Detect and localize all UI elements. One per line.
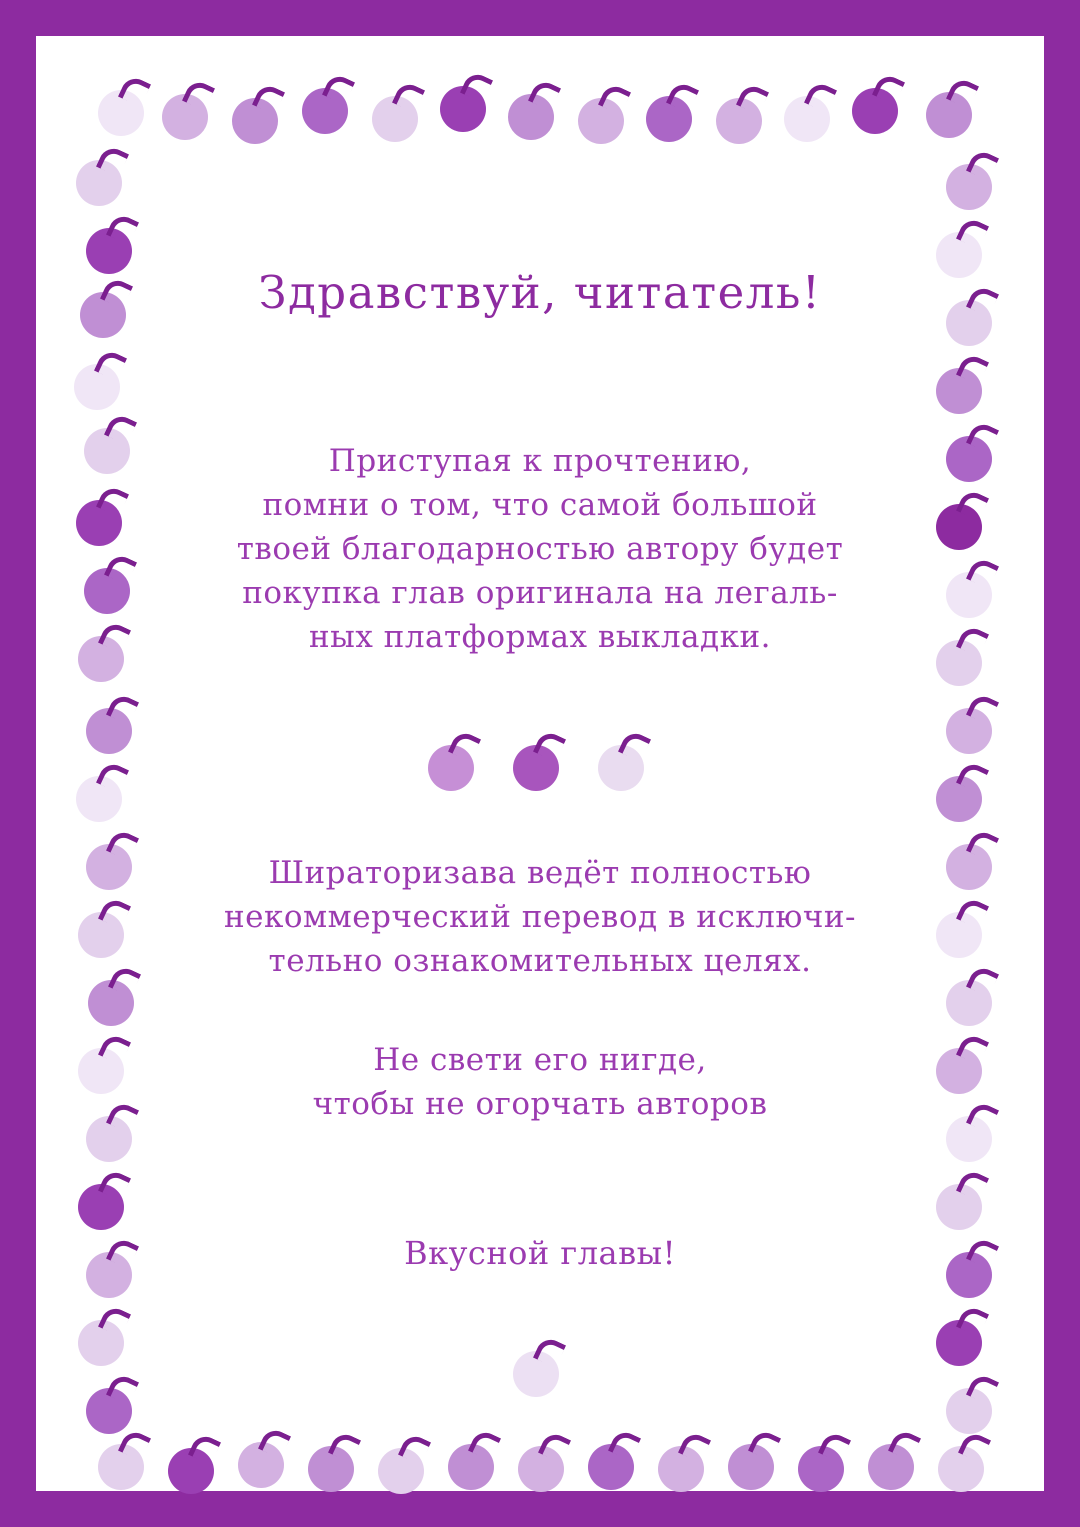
notice-card [36, 36, 1044, 1491]
berry-icon [654, 1430, 716, 1492]
berry-icon [932, 352, 994, 414]
berry-icon [504, 78, 566, 140]
berry-icon [932, 488, 994, 550]
paragraph-line: ных платформах выкладки. [308, 619, 771, 655]
berry-icon [934, 1430, 996, 1492]
berry-icon [942, 964, 1004, 1026]
berry-icon [932, 896, 994, 958]
berry-icon [509, 1335, 571, 1397]
berry-icon [298, 72, 360, 134]
paragraph-line: помни о том, что самой большой [262, 487, 818, 523]
berry-icon [514, 1430, 576, 1492]
berry-icon [82, 692, 144, 754]
berry-icon [74, 1168, 136, 1230]
berry-icon [304, 1430, 366, 1492]
paragraph-line: Не свети его нигде, [373, 1042, 707, 1078]
paragraph-line: покупка глав оригинала на легаль- [242, 575, 838, 611]
berry-icon [76, 276, 138, 338]
berry-icon [584, 1428, 646, 1490]
berry-footer-accent [166, 1335, 914, 1397]
berry-icon [158, 78, 220, 140]
berry-icon [942, 284, 1004, 346]
berry-icon [74, 896, 136, 958]
berry-icon [942, 1236, 1004, 1298]
berry-icon [794, 1430, 856, 1492]
berry-icon [932, 624, 994, 686]
berry-icon [942, 1100, 1004, 1162]
berry-icon [72, 484, 134, 546]
berry-icon [84, 964, 146, 1026]
paragraph-line: тельно ознакомительных целях. [268, 943, 812, 979]
berry-divider [166, 729, 914, 791]
berry-icon [74, 620, 136, 682]
berry-icon [74, 1304, 136, 1366]
berry-icon [374, 1432, 436, 1494]
berry-icon [942, 828, 1004, 890]
berry-icon [942, 1372, 1004, 1434]
paragraph-line: твоей благодарностью автору будет [236, 531, 844, 567]
notice-content [166, 156, 914, 1371]
berry-icon [164, 1432, 226, 1494]
berry-icon [436, 70, 498, 132]
page-title: Здравствуй, читатель! [258, 266, 822, 319]
berry-icon [932, 1032, 994, 1094]
berry-icon [922, 76, 984, 138]
berry-icon [574, 82, 636, 144]
berry-icon [724, 1428, 786, 1490]
berry-icon [94, 74, 156, 136]
berry-icon [74, 1032, 136, 1094]
berry-icon [234, 1426, 296, 1488]
berry-icon [932, 760, 994, 822]
berry-icon [932, 216, 994, 278]
berry-icon [932, 1304, 994, 1366]
berry-icon [82, 1236, 144, 1298]
paragraph-line: чтобы не огорчать авторов [312, 1086, 768, 1122]
berry-icon [82, 212, 144, 274]
paragraph-copyright [166, 439, 914, 659]
berry-icon [82, 1100, 144, 1162]
berry-icon [712, 82, 774, 144]
berry-icon [70, 348, 132, 410]
berry-icon [848, 72, 910, 134]
berry-icon [942, 420, 1004, 482]
berry-icon [932, 1168, 994, 1230]
berry-icon [80, 412, 142, 474]
berry-icon [72, 760, 134, 822]
berry-icon [444, 1428, 506, 1490]
berry-icon [942, 692, 1004, 754]
berry-icon [642, 80, 704, 142]
berry-icon [368, 80, 430, 142]
paragraph-warning [166, 1038, 914, 1126]
berry-icon [94, 1428, 156, 1490]
berry-icon [72, 144, 134, 206]
berry-icon [780, 80, 842, 142]
berry-icon [80, 552, 142, 614]
paragraph-line: Шираторизава ведёт полностью [268, 855, 812, 891]
berry-icon [594, 729, 656, 791]
berry-icon [942, 148, 1004, 210]
berry-icon [424, 729, 486, 791]
berry-icon [82, 1372, 144, 1434]
paragraph-noncommercial [166, 851, 914, 983]
paragraph-line: Приступая к прочтению, [328, 443, 752, 479]
berry-icon [509, 729, 571, 791]
berry-icon [942, 556, 1004, 618]
berry-icon [864, 1428, 926, 1490]
berry-icon [82, 828, 144, 890]
closing-line: Вкусной главы! [404, 1234, 676, 1272]
berry-icon [228, 82, 290, 144]
paragraph-line: некоммерческий перевод в исключи- [224, 899, 856, 935]
